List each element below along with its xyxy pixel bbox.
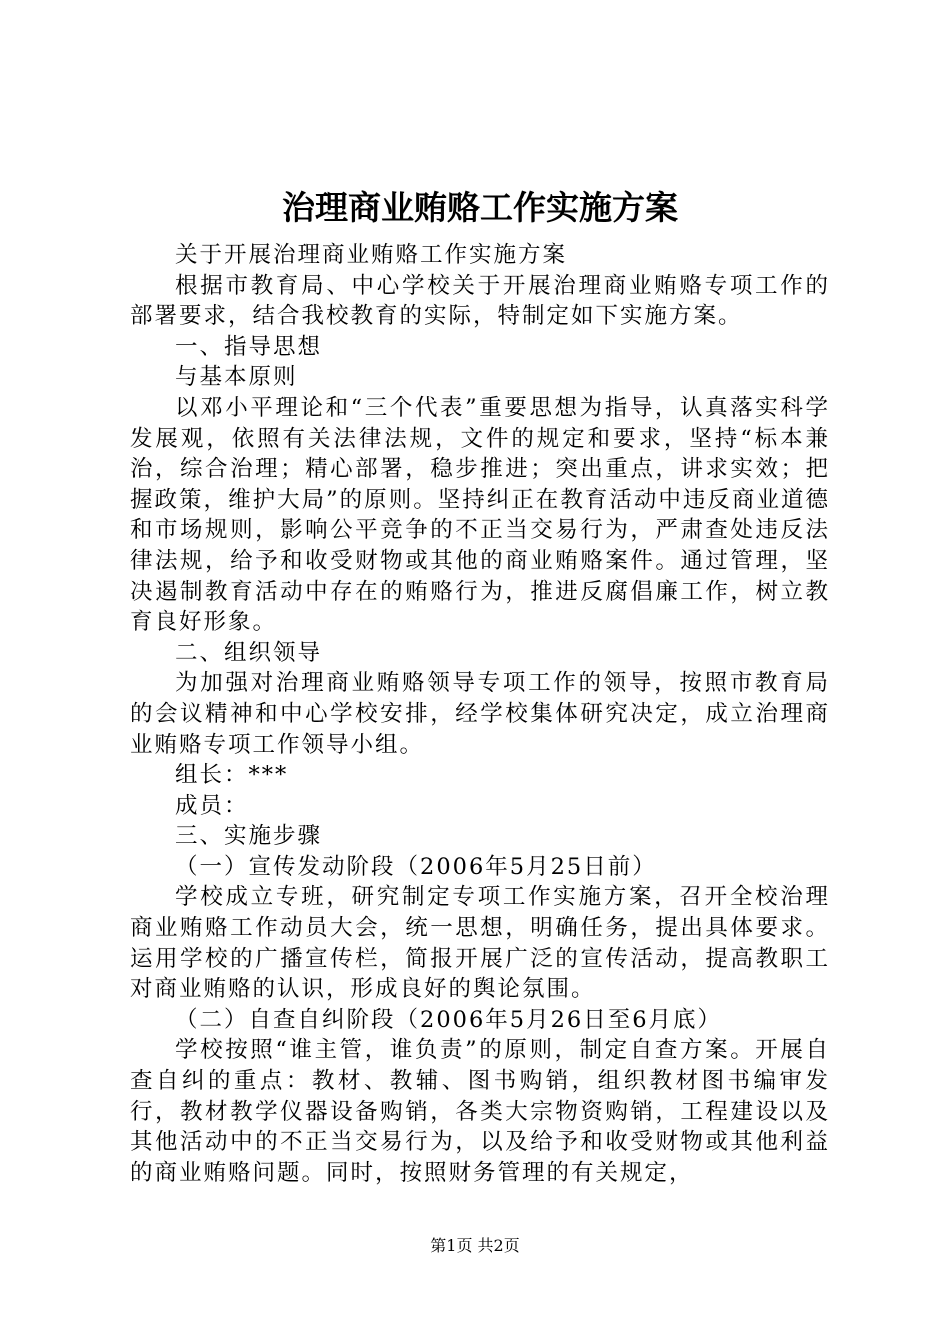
page-footer: 第1页 共2页 [430, 1236, 520, 1255]
paragraph-subtitle: 关于开展治理商业贿赂工作实施方案 [175, 242, 568, 268]
paragraph-intro: 根据市教育局、中心学校关于开展治理商业贿赂专项工作的部署要求，结合我校教育的实际，特制定如下实施方案。 [130, 272, 830, 330]
heading-guiding-ideology: 一、指导思想 [175, 333, 323, 360]
heading-organization: 二、组织领导 [175, 639, 323, 666]
heading-stage-two: （二）自查自纠阶段（2006年5月26日至6月底） [175, 1006, 723, 1033]
paragraph-stage-one: 学校成立专班，研究制定专项工作实施方案，召开全校治理商业贿赂工作动员大会，统一思想，明确任务，提出具体要求。运用学校的广播宣传栏，简报开展广泛的宣传活动，提高教职工对商业贿赂的认识，形成良好的舆论氛围。 [130, 884, 830, 1003]
document-body [130, 240, 830, 1188]
paragraph-team-leader: 组长：*** [175, 762, 289, 789]
heading-stage-one: （一）宣传发动阶段（2006年5月25日前） [175, 853, 657, 880]
heading-steps: 三、实施步骤 [175, 823, 323, 850]
paragraph-members: 成员： [175, 792, 249, 819]
paragraph-stage-two: 学校按照“谁主管，谁负责”的原则，制定自查方案。开展自查自纠的重点：教材、教辅、图书购销，组织教材图书编审发行，教材教学仪器设备购销，各类大宗物资购销，工程建设以及其他活动中的不正当交易行为，以及给予和收受财物或其他利益的商业贿赂问题。同时，按照财务管理的有关规定， [130, 1037, 830, 1186]
document-title: 治理商业贿赂工作实施方案 [282, 188, 678, 227]
paragraph-organization: 为加强对治理商业贿赂领导专项工作的领导，按照市教育局的会议精神和中心学校安排，经学校集体研究决定，成立治理商业贿赂专项工作领导小组。 [130, 670, 830, 758]
document-page [130, 176, 830, 1188]
paragraph-principles: 以邓小平理论和“三个代表”重要思想为指导，认真落实科学发展观，依照有关法律法规，文件的规定和要求，坚持“标本兼治，综合治理；精心部署，稳步推进；突出重点，讲求实效；把握政策，维护大局”的原则。坚持纠正在教育活动中违反商业道德和市场规则，影响公平竞争的不正当交易行为，严肃查处违反法律法规，给予和收受财物或其他的商业贿赂案件。通过管理，坚决遏制教育活动中存在的贿赂行为，推进反腐倡廉工作，树立教育良好形象。 [130, 394, 830, 636]
heading-basic-principles: 与基本原则 [175, 364, 298, 391]
